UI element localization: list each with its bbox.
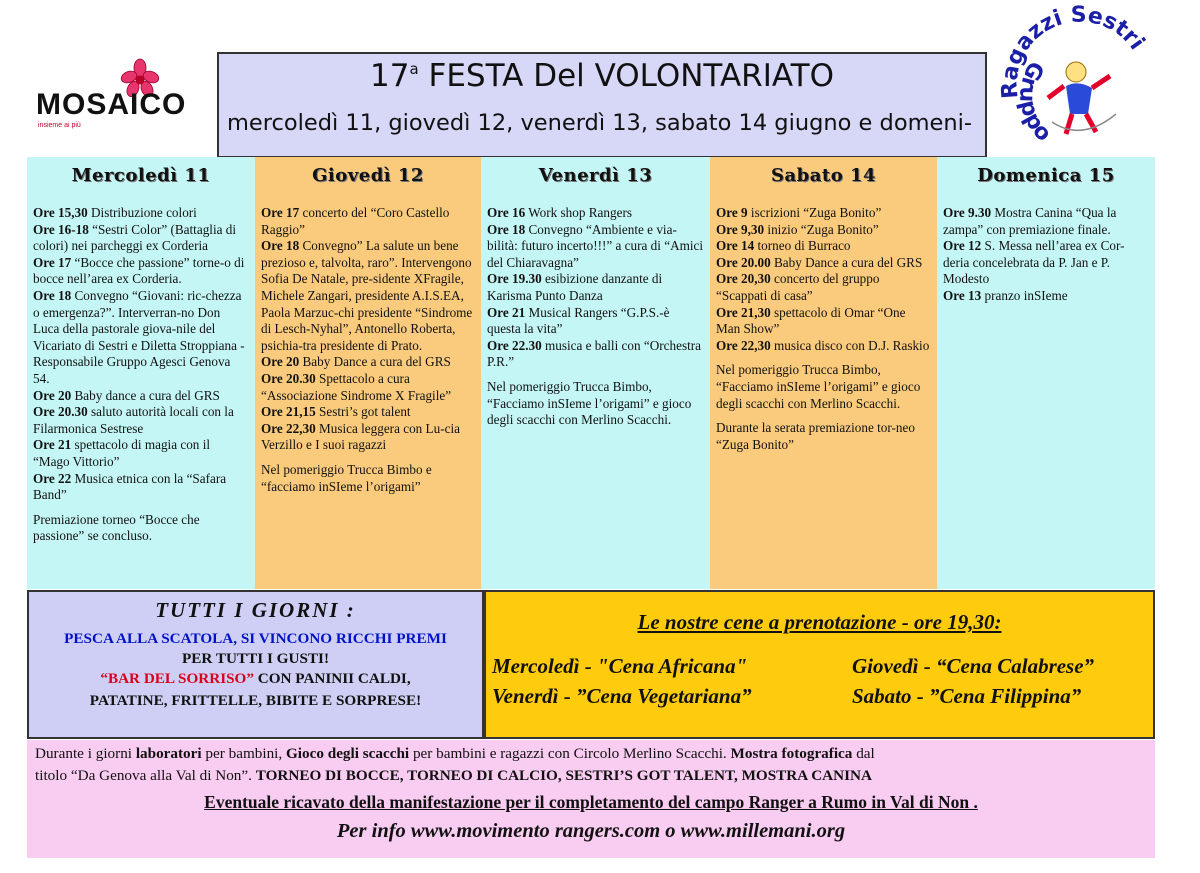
event-time: Ore 9 — [716, 205, 748, 220]
day-entries — [943, 205, 1149, 305]
event-time: Ore 21 — [487, 304, 526, 320]
all-days-line-3 — [29, 670, 482, 688]
day-column-wednesday — [27, 157, 255, 589]
event-text: Spettacolo a cura “Associazione Sindrome X Fragile” — [261, 370, 452, 403]
event-time: Ore 18 — [33, 287, 72, 303]
event-time: Ore 22,30 — [261, 420, 316, 436]
logo-text-top: Ragazzi Sestri — [997, 2, 1150, 100]
day-column-thursday — [255, 157, 481, 589]
footer-box — [27, 740, 1155, 858]
event-entry — [261, 354, 475, 371]
event-entry — [33, 205, 249, 222]
event-entry — [716, 205, 931, 222]
event-text: inizio “Zuga Bonito” — [764, 221, 879, 237]
event-entry — [487, 271, 704, 304]
event-text: iscrizioni “Zuga Bonito” — [747, 205, 882, 220]
event-time: Ore 14 — [716, 238, 755, 254]
footer-line-3: Eventuale ricavato della manifestazione per il completamento del campo Ranger a Rumo in Val di Non . — [204, 792, 978, 812]
day-title: Giovedì 12 — [312, 165, 424, 186]
day-title: Mercoledì 11 — [71, 165, 211, 186]
event-time: Ore 16-18 — [33, 221, 89, 237]
event-time: Ore 20 — [261, 354, 300, 370]
footer-info: Per info www.movimento rangers.com o www.millemani.org — [336, 820, 846, 842]
event-entry — [261, 421, 475, 454]
event-time: Ore 15,30 — [33, 205, 88, 220]
all-days-box — [27, 590, 484, 739]
logo-text-left: Gruppo — [1014, 56, 1056, 147]
event-text: Convegno” La salute un bene prezioso e, talvolta, raro”. Intervengono Sofia De Natale, pre-sidente XFragile, Michele Zangari, presidente A.I.S.EA, Paola Marzuc-chi presidente “Sindrome di Lesch-Nyhal”, Antonello Roberta, psichia-tra presidente di Prato. — [261, 238, 473, 353]
schedule-grid — [27, 157, 1155, 589]
event-time: Ore 21,30 — [716, 304, 771, 320]
event-text: Musical Rangers “G.P.S.-è questa la vita” — [487, 304, 670, 337]
event-text: spettacolo di Omar “One Man Show” — [716, 304, 906, 337]
event-time: Ore 22.30 — [487, 337, 542, 353]
event-entry — [33, 404, 249, 437]
all-days-line-1: PESCA ALLA SCATOLA, SI VINCONO RICCHI PREMI — [64, 630, 447, 647]
day-entries — [33, 205, 249, 545]
event-entry — [487, 222, 704, 272]
event-entry — [716, 305, 931, 338]
event-entry — [261, 404, 475, 421]
event-entry — [716, 238, 931, 255]
event-text: spettacolo di magia con il “Mago Vittorio” — [33, 437, 211, 469]
event-time: Ore 13 — [943, 287, 982, 303]
event-text: Baby Dance a cura del GRS — [770, 254, 923, 270]
event-entry — [943, 288, 1149, 305]
day-title: Domenica 15 — [977, 165, 1115, 186]
event-text: torneo di Burraco — [754, 238, 851, 254]
event-time: Ore 20.30 — [33, 404, 88, 420]
event-time: Ore 17 — [261, 205, 300, 220]
event-time: Ore 20.00 — [716, 254, 771, 270]
event-text: Musica leggera con Lu-cia Verzillo e I suoi ragazzi — [261, 420, 460, 453]
event-entry — [33, 471, 249, 504]
event-time: Ore 22,30 — [716, 337, 771, 353]
footer-line-1: Durante i giorni laboratori per bambini, Gioco degli scacchi per bambini e ragazzi con Circolo Merlino Scacchi. Mostra fotografica dal — [35, 745, 875, 762]
event-entry — [943, 238, 1149, 288]
mosaico-tagline: insieme ai più — [38, 122, 81, 129]
event-text: “Bocce che passione” torne-o di bocce nell’area ex Corderia. — [33, 254, 245, 287]
edition-suffix: a — [409, 60, 419, 78]
event-time: Ore 12 — [943, 238, 982, 254]
event-entry — [33, 388, 249, 405]
event-entry — [33, 437, 249, 470]
bar-del-sorriso: “BAR DEL SORRISO” — [100, 670, 254, 687]
event-entry — [261, 371, 475, 404]
event-text: Mostra Canina “Qua la zampa” con premiazione finale. — [943, 205, 1117, 237]
event-entry — [261, 238, 475, 354]
day-note: Nel pomeriggio Trucca Bimbo e “facciamo inSIeme l’origami” — [261, 461, 432, 494]
day-note: Nel pomeriggio Trucca Bimbo, “Facciamo inSIeme l’origami” e gioco degli scacchi con Merlino Scacchi. — [716, 362, 921, 411]
dinner-item: Mercoledì - "Cena Africana" — [492, 654, 748, 678]
all-days-heading: TUTTI I GIORNI : — [155, 598, 356, 622]
event-text: musica e balli con “Orchestra P.R.” — [487, 337, 701, 370]
event-text: esibizione danzante di Karisma Punto Danza — [487, 271, 663, 303]
all-days-line-4: PATATINE, FRITTELLE, BIBITE E SORPRESE! — [89, 692, 422, 709]
day-note: Durante la serata premiazione tor-neo “Zuga Bonito” — [716, 420, 915, 452]
day-entries — [261, 205, 475, 495]
event-time: Ore 21,15 — [261, 404, 316, 420]
dinner-item: Sabato - ”Cena Filippina” — [852, 684, 1082, 708]
title-box — [217, 52, 987, 158]
day-entries — [716, 205, 931, 453]
event-text: musica disco con D.J. Raskio — [770, 337, 930, 353]
event-time: Ore 20,30 — [716, 271, 771, 287]
event-entry — [487, 338, 704, 371]
event-entry — [33, 288, 249, 388]
event-text: Convegno “Giovani: ric-chezza o emergenza?”. Interverran-no Don Luca della pastorale giova-nile del Vicariato di Sestri e Diletta Stroppiana - Responsabile Gruppo Agesci Genova 54. — [33, 287, 245, 386]
event-entry — [716, 338, 931, 355]
day-column-saturday — [710, 157, 937, 589]
event-dates: mercoledì 11, giovedì 12, venerdì 13, sabato 14 giugno e domeni- — [227, 110, 972, 136]
event-text: “Sestri Color” (Battaglia di colori) nei parcheggi ex Corderia — [33, 221, 237, 254]
event-entry — [943, 205, 1149, 238]
event-text: Work shop Rangers — [525, 205, 632, 220]
event-text: Baby dance a cura del GRS — [71, 387, 220, 403]
event-entry — [261, 205, 475, 238]
day-column-sunday — [937, 157, 1155, 589]
event-time: Ore 17 — [33, 254, 72, 270]
event-time: Ore 20.30 — [261, 370, 316, 386]
event-time: Ore 16 — [487, 205, 526, 220]
event-time: Ore 21 — [33, 437, 72, 453]
day-title: Sabato 14 — [770, 165, 877, 186]
event-time: Ore 18 — [261, 238, 300, 254]
event-name: FESTA Del VOLONTARIATO — [428, 58, 834, 94]
event-title — [219, 58, 985, 94]
event-entry — [33, 222, 249, 255]
ragazzi-sestri-logo — [992, 2, 1172, 162]
event-text: Musica etnica con la “Safara Band” — [33, 470, 227, 503]
event-entry — [716, 222, 931, 239]
day-note: Premiazione torneo “Bocce che passione” se concluso. — [33, 511, 200, 544]
event-text: Convegno “Ambiente e via-bilità: futuro incerto!!!” a cura di “Amici del Chiaravagna” — [487, 221, 704, 270]
event-text: concerto del “Coro Castello Raggio” — [261, 205, 450, 237]
mosaico-logo — [36, 58, 206, 128]
event-text: concerto del gruppo “Scappati di casa” — [716, 271, 880, 303]
dinner-item: Giovedì - “Cena Calabrese” — [852, 654, 1095, 678]
event-time: Ore 9.30 — [943, 205, 992, 220]
dinner-item: Venerdì - ”Cena Vegetariana” — [492, 684, 752, 708]
event-text: S. Messa nell’area ex Cor-deria concelebrata da P. Jan e P. Modesto — [943, 238, 1125, 287]
event-entry — [33, 255, 249, 288]
day-column-friday — [481, 157, 710, 589]
day-title: Venerdì 13 — [538, 165, 653, 186]
mosaico-wordmark: MOSAICO — [36, 88, 187, 121]
event-time: Ore 9,30 — [716, 221, 765, 237]
dinners-box — [484, 590, 1155, 739]
day-note: Nel pomeriggio Trucca Bimbo, “Facciamo inSIeme l’origami” e gioco degli scacchi con Merlino Scacchi. — [487, 378, 692, 428]
event-text: Baby Dance a cura del GRS — [299, 354, 451, 370]
event-time: Ore 22 — [33, 470, 72, 486]
event-entry — [716, 255, 931, 272]
all-days-line-3-rest: CON PANINII CALDI, — [253, 670, 411, 687]
event-time: Ore 19.30 — [487, 271, 542, 287]
dinners-heading: Le nostre cene a prenotazione - ore 19,30: — [637, 610, 1002, 634]
event-time: Ore 20 — [33, 387, 72, 403]
event-entry — [716, 271, 931, 304]
event-entry — [487, 305, 704, 338]
event-time: Ore 18 — [487, 221, 526, 237]
event-text: Sestri’s got talent — [315, 404, 411, 420]
event-entry — [487, 205, 704, 222]
edition-number: 17 — [370, 58, 410, 94]
event-text: Distribuzione colori — [87, 205, 197, 220]
footer-line-2: titolo “Da Genova alla Val di Non”. TORNEO DI BOCCE, TORNEO DI CALCIO, SESTRI’S GOT TALENT, MOSTRA CANINA — [35, 767, 872, 784]
event-text: saluto autorità locali con la Filarmonica Sestrese — [33, 404, 234, 436]
all-days-line-2: PER TUTTI I GUSTI! — [182, 650, 329, 667]
event-text: pranzo inSIeme — [981, 287, 1068, 303]
day-entries — [487, 205, 704, 429]
